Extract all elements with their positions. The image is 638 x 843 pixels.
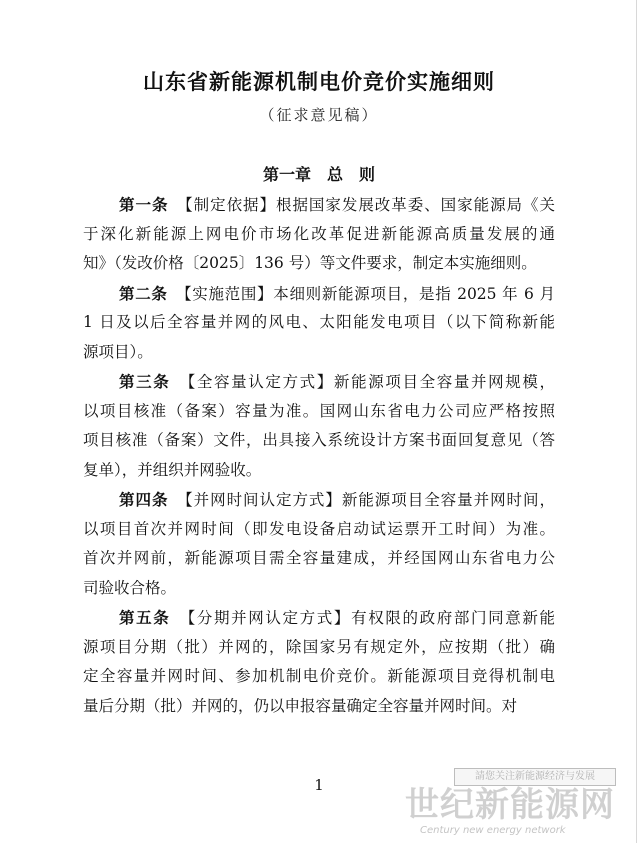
article-text: 于深化新能源上网电价市场化改革促进新能源高质量发展的通 bbox=[83, 224, 555, 243]
article-spacer bbox=[170, 609, 187, 627]
watermark-brand: 世纪新能源网 bbox=[405, 785, 615, 825]
article-paragraph bbox=[83, 485, 555, 603]
chapter-heading: 第一章 总 则 bbox=[262, 165, 375, 184]
article-number: 第一条 bbox=[119, 195, 169, 214]
article-text: 以项目核准（备案）容量为准。国网山东省电力公司应严格按照 bbox=[83, 401, 555, 420]
article-line bbox=[83, 308, 555, 338]
article-line bbox=[83, 220, 555, 250]
watermark-banner: 請您关注新能源经济与发展 bbox=[454, 768, 616, 786]
article-text: 【实施范围】本细则新能源项目，是指 2025 年 6 月 bbox=[183, 284, 555, 303]
article-text: 1 日及以后全容量并网的风电、太阳能发电项目（以下简称新能 bbox=[83, 313, 555, 331]
document-body bbox=[83, 190, 555, 721]
article-spacer bbox=[170, 373, 187, 391]
article-number: 第四条 bbox=[119, 490, 169, 509]
article-text: 【分期并网认定方式】有权限的政府部门同意新能 bbox=[187, 609, 555, 627]
article-text: 复单），并组织并网验收。 bbox=[83, 460, 262, 479]
article-line bbox=[83, 456, 555, 486]
article-number: 第五条 bbox=[119, 608, 171, 627]
document-title: 山东省新能源机制电价竞价实施细则 bbox=[143, 69, 495, 94]
article-line bbox=[83, 397, 555, 427]
article-text: 定全容量并网时间、参加机制电价竞价。新能源项目竞得机制电 bbox=[83, 667, 555, 685]
page-edge-divider bbox=[636, 0, 637, 843]
article-text: 司验收合格。 bbox=[83, 578, 177, 597]
article-paragraph bbox=[83, 367, 555, 485]
article-text: 源项目）。 bbox=[83, 342, 153, 361]
watermark-brand-en: Century new energy network bbox=[420, 825, 566, 836]
article-line bbox=[83, 279, 555, 309]
article-line bbox=[83, 603, 555, 633]
article-line bbox=[83, 367, 555, 397]
article-text: 首次并网前，新能源项目需全容量建成，并经国网山东省电力公 bbox=[83, 549, 555, 567]
article-text: 【全容量认定方式】新能源项目全容量并网规模， bbox=[187, 373, 555, 391]
article-line bbox=[83, 190, 555, 220]
article-line bbox=[83, 426, 555, 456]
article-number: 第三条 bbox=[119, 372, 171, 391]
article-text: 量后分期（批）并网的，仍以申报容量确定全容量并网时间。对 bbox=[83, 696, 518, 715]
article-line bbox=[83, 515, 555, 545]
page-number: 1 bbox=[314, 776, 324, 794]
article-line bbox=[83, 485, 555, 515]
article-text: 以项目首次并网时间（即发电设备启动试运票开工时间）为准。 bbox=[83, 519, 555, 538]
article-line bbox=[83, 662, 555, 692]
article-number: 第二条 bbox=[119, 283, 168, 303]
article-spacer bbox=[168, 285, 184, 303]
article-text: 项目核准（备案）文件，出具接入系统设计方案书面回复意见（答 bbox=[83, 431, 555, 449]
article-paragraph bbox=[83, 190, 555, 279]
article-spacer bbox=[168, 196, 184, 214]
article-line bbox=[83, 544, 555, 574]
document-subtitle: （征求意见稿） bbox=[259, 106, 379, 124]
article-paragraph bbox=[83, 279, 555, 368]
article-line bbox=[83, 633, 555, 663]
article-paragraph bbox=[83, 603, 555, 721]
article-spacer bbox=[168, 491, 184, 509]
article-text: 源项目分期（批）并网的，除国家另有规定外，应按期（批）确 bbox=[83, 637, 555, 656]
article-line bbox=[83, 249, 555, 279]
article-line bbox=[83, 692, 555, 722]
article-line bbox=[83, 338, 555, 368]
article-text: 【制定依据】根据国家发展改革委、国家能源局《关 bbox=[184, 196, 555, 214]
article-text: 知》（发改价格〔2025〕136 号）等文件要求，制定本实施细则。 bbox=[83, 254, 537, 272]
article-text: 【并网时间认定方式】新能源项目全容量并网时间， bbox=[184, 491, 555, 509]
article-line bbox=[83, 574, 555, 604]
